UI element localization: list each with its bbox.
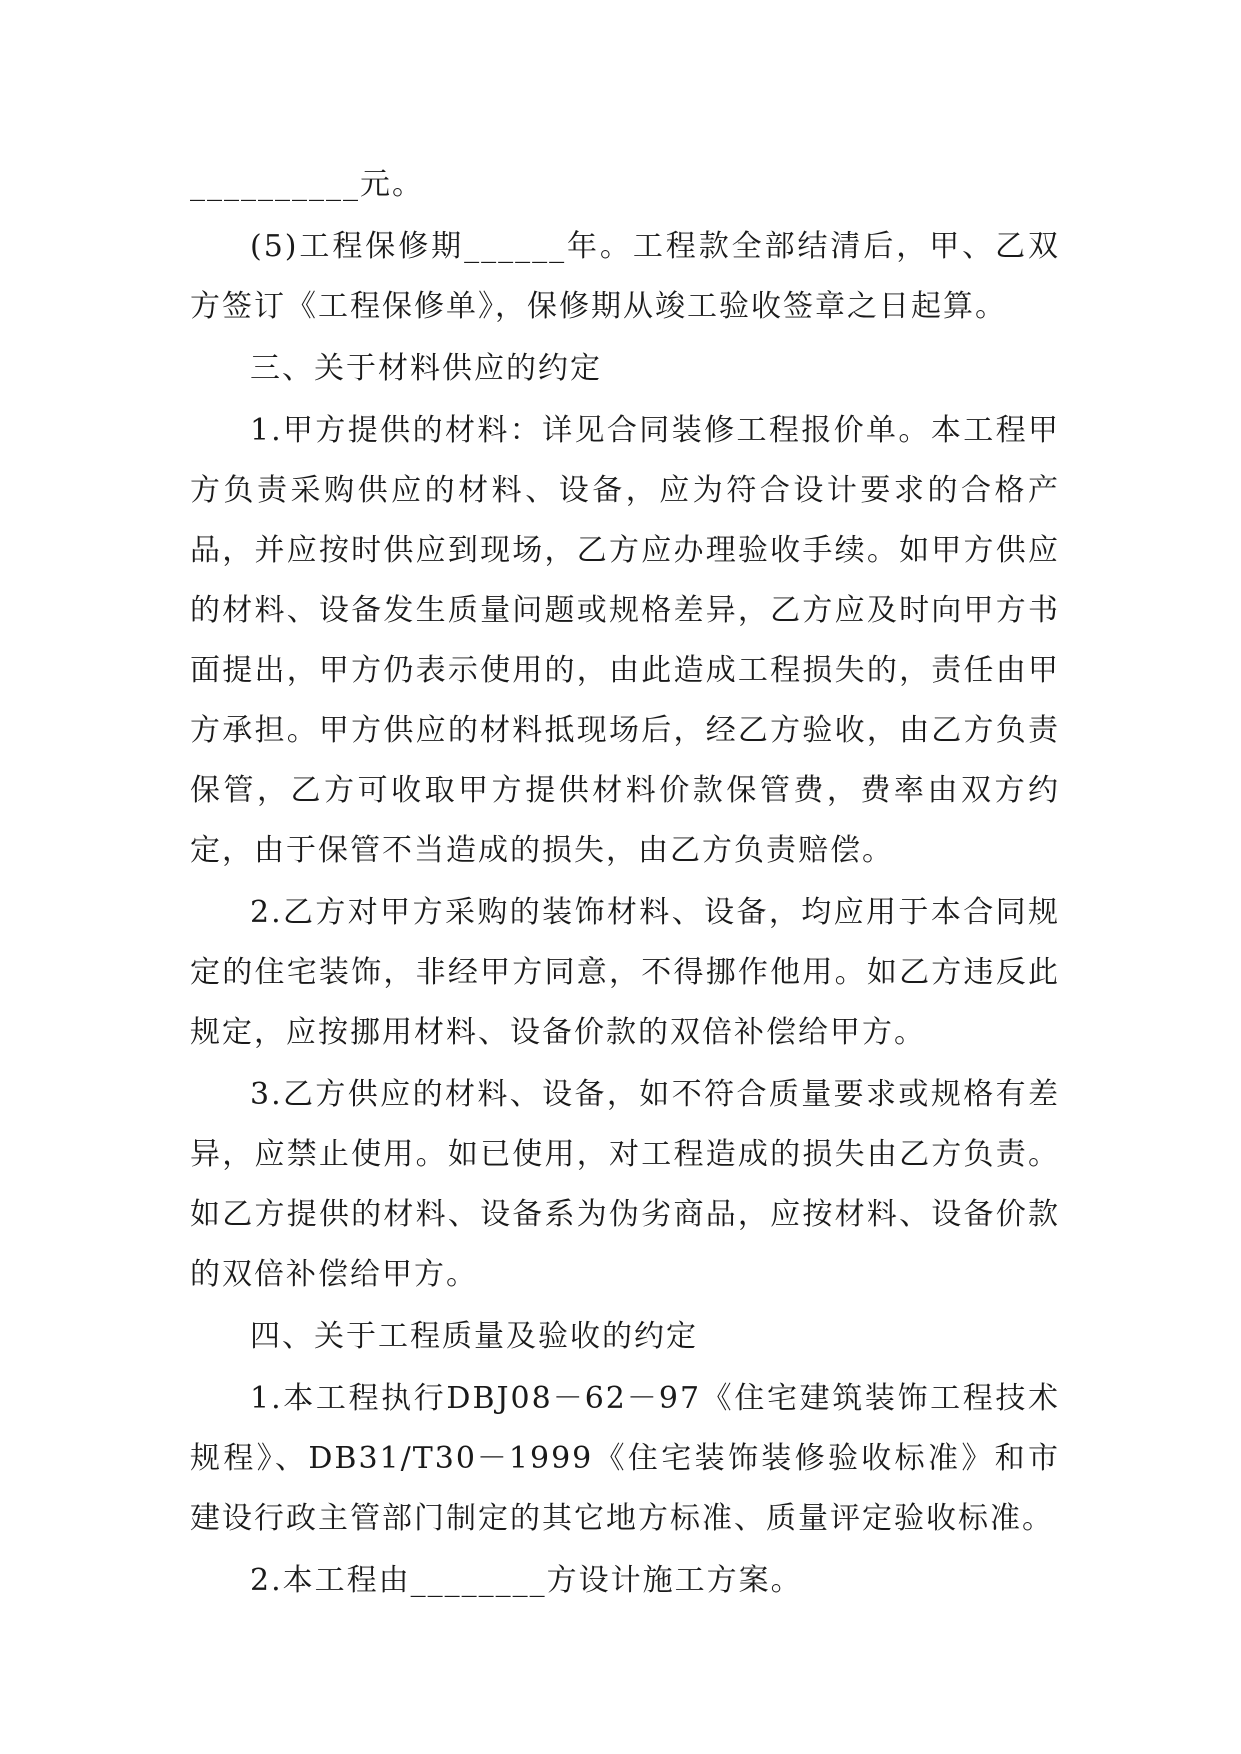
paragraph-quality-clause-2: 2.本工程由________方设计施工方案。 bbox=[250, 1563, 803, 1598]
paragraph-materials-clause-2: 2.乙方对甲方采购的装饰材料、设备，均应用于本合同规定的住宅装饰，非经甲方同意，不得挪作他用。如乙方违反此规定，应按挪用材料、设备价款的双倍补偿给甲方。 bbox=[190, 895, 1060, 1050]
section-heading-materials: 三、关于材料供应的约定 bbox=[250, 351, 602, 386]
paragraph-materials-clause-1: 1.甲方提供的材料：详见合同装修工程报价单。本工程甲方负责采购供应的材料、设备，应为符合设计要求的合格产品，并应按时供应到现场，乙方应办理验收手续。如甲方供应的材料、设备发生质量问题或规格差异，乙方应及时向甲方书面提出，甲方仍表示使用的，由此造成工程损失的，责任由甲方承担。甲方供应的材料抵现场后，经乙方验收，由乙方负责保管，乙方可收取甲方提供材料价款保管费，费率由双方约定，由于保管不当造成的损失，由乙方负责赔偿。 bbox=[190, 413, 1060, 868]
paragraph-warranty-period: (5)工程保修期______年。工程款全部结清后，甲、乙双方签订《工程保修单》，保修期从竣工验收签章之日起算。 bbox=[190, 229, 1060, 324]
document-page bbox=[190, 155, 1060, 1613]
section-heading-quality: 四、关于工程质量及验收的约定 bbox=[250, 1319, 698, 1354]
paragraph-amount-line: __________元。 bbox=[190, 167, 424, 202]
paragraph-materials-clause-3: 3.乙方供应的材料、设备，如不符合质量要求或规格有差异，应禁止使用。如已使用，对工程造成的损失由乙方负责。如乙方提供的材料、设备系为伪劣商品，应按材料、设备价款的双倍补偿给甲方。 bbox=[190, 1077, 1060, 1292]
paragraph-quality-clause-1: 1.本工程执行DBJ08－62－97《住宅建筑装饰工程技术规程》、DB31/T30－1999《住宅装饰装修验收标准》和市建设行政主管部门制定的其它地方标准、质量评定验收标准。 bbox=[190, 1381, 1060, 1536]
